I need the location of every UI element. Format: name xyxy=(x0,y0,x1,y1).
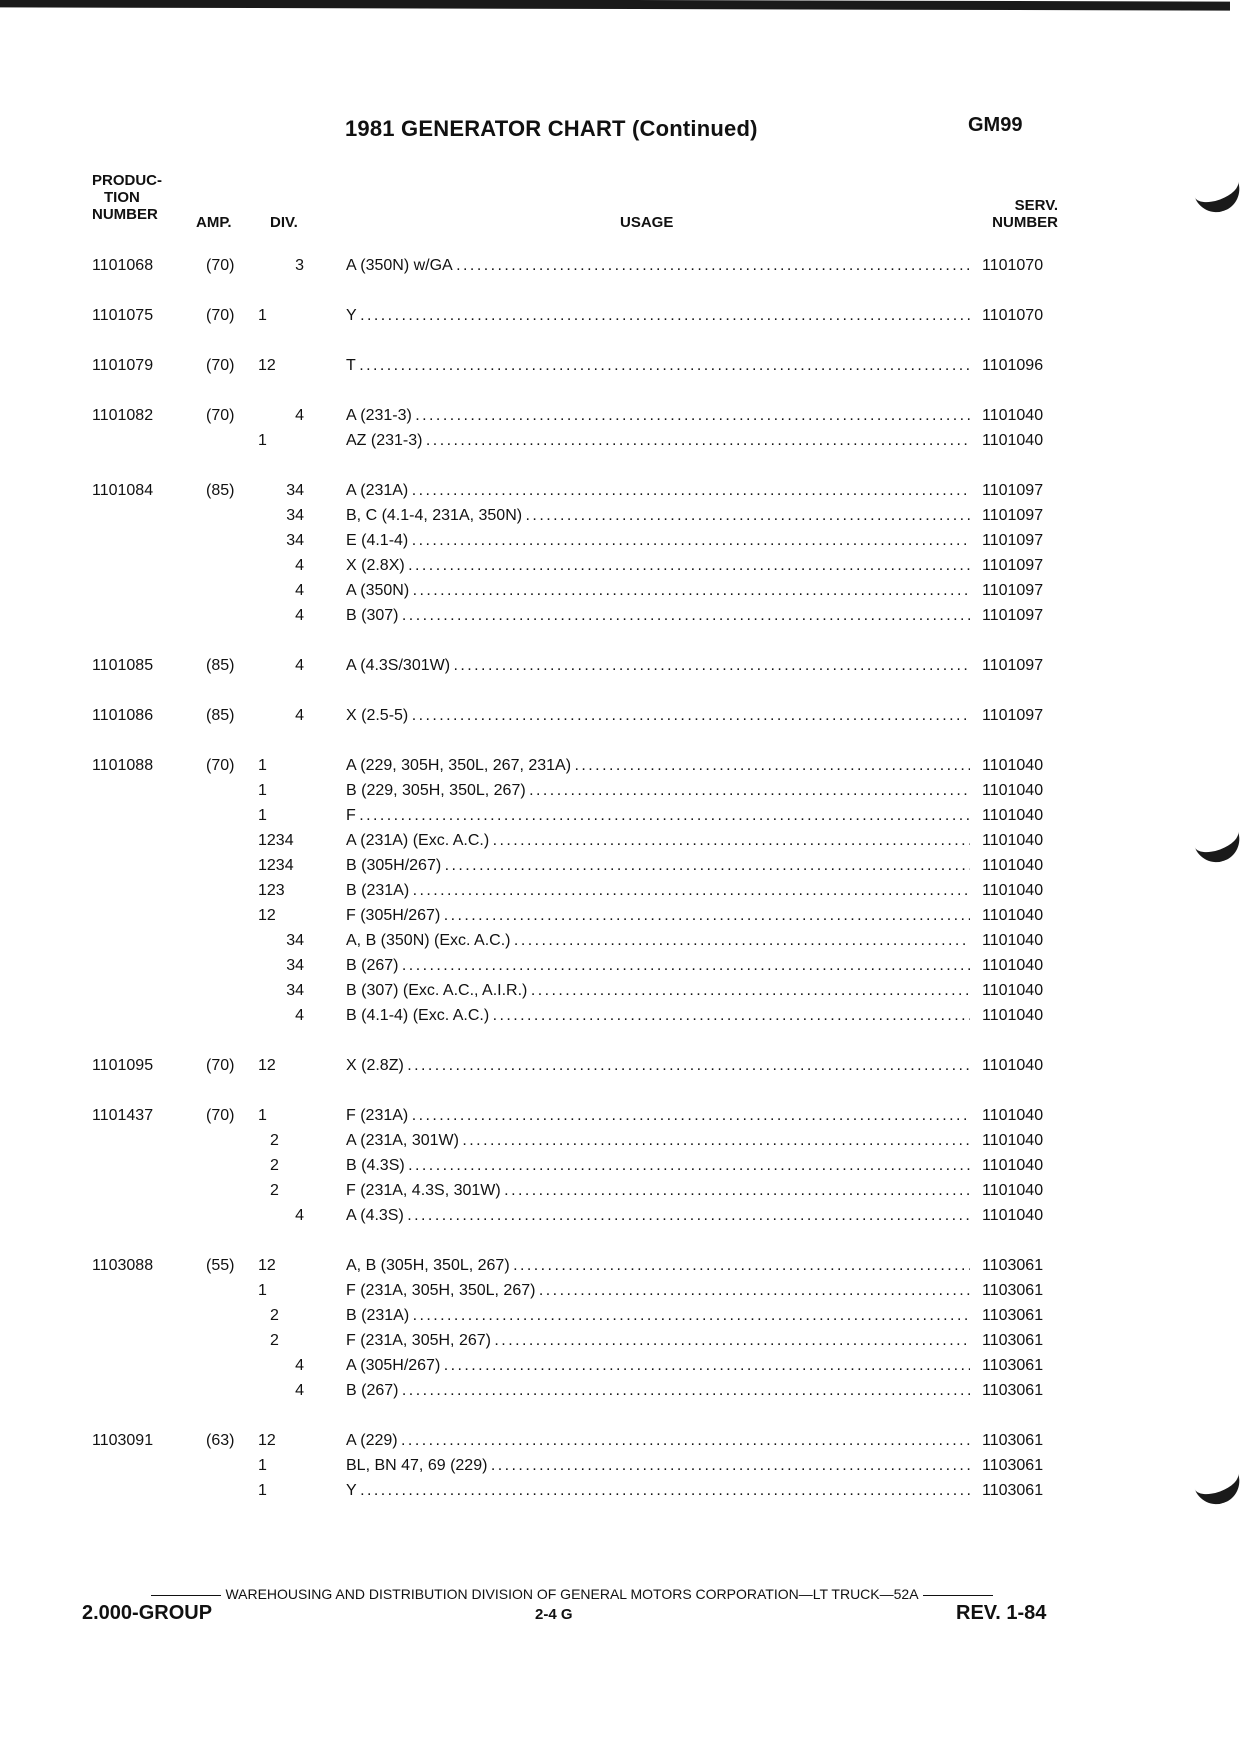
footer-division-text: WAREHOUSING AND DISTRIBUTION DIVISION OF GENERAL MOTORS CORPORATION—LT TRUCK—52A xyxy=(225,1586,919,1602)
serv-number: 1101040 xyxy=(982,1057,1044,1074)
footer-page-number: 2-4 G xyxy=(535,1606,573,1623)
table-row xyxy=(0,804,1260,828)
usage-text: F (231A, 305H, 350L, 267) . . . xyxy=(346,1279,970,1303)
serv-number: 1103061 xyxy=(982,1482,1044,1499)
div-value: 4 xyxy=(295,1382,304,1399)
amp-value: (70) xyxy=(206,407,235,424)
div-value: 34 xyxy=(286,957,304,974)
amp-value: (70) xyxy=(206,1107,235,1124)
usage-text: A (350N) . . . xyxy=(346,579,970,603)
column-header-line: NUMBER xyxy=(92,206,158,223)
footer-group: 2.000-GROUP xyxy=(82,1602,213,1624)
div-value: 4 xyxy=(295,1207,304,1224)
div-value: 1 xyxy=(258,782,267,799)
amp-value: (70) xyxy=(206,1057,235,1074)
production-number: 1101082 xyxy=(92,407,154,424)
div-value: 4 xyxy=(295,1007,304,1024)
div-value: 1 xyxy=(258,307,267,324)
usage-text: B, C (4.1-4, 231A, 350N) . . . xyxy=(346,504,970,528)
column-header-serv xyxy=(986,197,1058,231)
usage-text: F (231A, 4.3S, 301W) . . . xyxy=(346,1179,970,1203)
table-row xyxy=(0,354,1260,378)
serv-number: 1101097 xyxy=(982,532,1044,549)
div-value: 4 xyxy=(295,557,304,574)
usage-text: A (229) . . . xyxy=(346,1429,970,1453)
table-row xyxy=(0,504,1260,528)
table-row xyxy=(0,704,1260,728)
usage-text: B (307) . . . xyxy=(346,604,970,628)
div-value: 34 xyxy=(286,482,304,499)
div-value: 2 xyxy=(270,1307,279,1324)
div-value: 2 xyxy=(270,1332,279,1349)
usage-text: B (4.1-4) (Exc. A.C.) . . . xyxy=(346,1004,970,1028)
serv-number: 1101070 xyxy=(982,307,1044,324)
table-row xyxy=(0,754,1260,778)
div-value: 3 xyxy=(295,257,304,274)
serv-number: 1101097 xyxy=(982,557,1044,574)
div-value: 12 xyxy=(258,1057,276,1074)
serv-number: 1101040 xyxy=(982,1182,1044,1199)
div-value: 1234 xyxy=(258,832,294,849)
div-value: 123 xyxy=(258,882,285,899)
table-row xyxy=(0,979,1260,1003)
div-value: 1 xyxy=(258,432,267,449)
usage-text: F . . . xyxy=(346,804,970,828)
div-value: 34 xyxy=(286,982,304,999)
serv-number: 1103061 xyxy=(982,1457,1044,1474)
amp-value: (70) xyxy=(206,757,235,774)
div-value: 1 xyxy=(258,1282,267,1299)
serv-number: 1101040 xyxy=(982,432,1044,449)
table-row xyxy=(0,1004,1260,1028)
serv-number: 1101040 xyxy=(982,907,1044,924)
usage-text: B (307) (Exc. A.C., A.I.R.) . . . xyxy=(346,979,970,1003)
top-edge-bar xyxy=(0,0,1230,11)
production-number: 1101085 xyxy=(92,657,154,674)
serv-number: 1101040 xyxy=(982,807,1044,824)
table-row xyxy=(0,879,1260,903)
usage-text: B (267) . . . xyxy=(346,954,970,978)
usage-text: B (231A) . . . xyxy=(346,1304,970,1328)
table-row xyxy=(0,1279,1260,1303)
serv-number: 1103061 xyxy=(982,1257,1044,1274)
table-row xyxy=(0,1429,1260,1453)
table-row xyxy=(0,1479,1260,1503)
table-row xyxy=(0,404,1260,428)
table-row xyxy=(0,1154,1260,1178)
usage-text: A (229, 305H, 350L, 267, 231A) . . . xyxy=(346,754,970,778)
serv-number: 1103061 xyxy=(982,1332,1044,1349)
usage-text: X (2.8Z) . . . xyxy=(346,1054,970,1078)
usage-text: A (4.3S/301W) . . . xyxy=(346,654,970,678)
table-row xyxy=(0,654,1260,678)
usage-text: T . . . xyxy=(346,354,970,378)
serv-number: 1101040 xyxy=(982,1132,1044,1149)
production-number: 1101084 xyxy=(92,482,154,499)
amp-value: (55) xyxy=(206,1257,235,1274)
serv-number: 1101040 xyxy=(982,1157,1044,1174)
table-row xyxy=(0,479,1260,503)
div-value: 2 xyxy=(270,1182,279,1199)
serv-number: 1101040 xyxy=(982,407,1044,424)
table-row xyxy=(0,604,1260,628)
production-number: 1103088 xyxy=(92,1257,154,1274)
table-row xyxy=(0,904,1260,928)
column-header-div: DIV. xyxy=(270,214,298,231)
serv-number: 1101097 xyxy=(982,482,1044,499)
usage-text: A (350N) w/GA . . . xyxy=(346,254,970,278)
table-row xyxy=(0,1254,1260,1278)
serv-number: 1101070 xyxy=(982,257,1044,274)
table-row xyxy=(0,1129,1260,1153)
production-number: 1101079 xyxy=(92,357,154,374)
column-header-line: TION xyxy=(104,189,140,206)
amp-value: (85) xyxy=(206,482,235,499)
serv-number: 1101096 xyxy=(982,357,1044,374)
table-row xyxy=(0,929,1260,953)
usage-text: A (231-3) . . . xyxy=(346,404,970,428)
usage-text: E (4.1-4) . . . xyxy=(346,529,970,553)
binder-hole-mark xyxy=(1188,163,1246,218)
table-row xyxy=(0,954,1260,978)
serv-number: 1101040 xyxy=(982,832,1044,849)
div-value: 1234 xyxy=(258,857,294,874)
page-code: GM99 xyxy=(968,114,1023,136)
usage-text: F (231A) . . . xyxy=(346,1104,970,1128)
column-header-production xyxy=(92,172,162,223)
serv-number: 1101040 xyxy=(982,857,1044,874)
usage-text: B (305H/267) . . . xyxy=(346,854,970,878)
div-value: 2 xyxy=(270,1157,279,1174)
production-number: 1101086 xyxy=(92,707,154,724)
footer-division-line xyxy=(92,1586,1052,1602)
column-header-line: NUMBER xyxy=(992,214,1058,231)
usage-text: A (305H/267) . . . xyxy=(346,1354,970,1378)
amp-value: (85) xyxy=(206,707,235,724)
usage-text: B (4.3S) . . . xyxy=(346,1154,970,1178)
serv-number: 1101097 xyxy=(982,607,1044,624)
table-row xyxy=(0,304,1260,328)
amp-value: (70) xyxy=(206,307,235,324)
div-value: 4 xyxy=(295,1357,304,1374)
table-row xyxy=(0,779,1260,803)
usage-text: BL, BN 47, 69 (229) . . . xyxy=(346,1454,970,1478)
table-row xyxy=(0,1179,1260,1203)
usage-text: F (231A, 305H, 267) . . . xyxy=(346,1329,970,1353)
usage-text: F (305H/267) . . . xyxy=(346,904,970,928)
production-number: 1101095 xyxy=(92,1057,154,1074)
column-header-line: PRODUC- xyxy=(92,172,162,189)
serv-number: 1101040 xyxy=(982,1007,1044,1024)
div-value: 4 xyxy=(295,582,304,599)
production-number: 1101088 xyxy=(92,757,154,774)
serv-number: 1101040 xyxy=(982,982,1044,999)
div-value: 12 xyxy=(258,907,276,924)
serv-number: 1101040 xyxy=(982,957,1044,974)
div-value: 12 xyxy=(258,357,276,374)
usage-text: Y . . . xyxy=(346,304,970,328)
usage-text: A, B (305H, 350L, 267) . . . xyxy=(346,1254,970,1278)
table-row xyxy=(0,1304,1260,1328)
production-number: 1103091 xyxy=(92,1432,154,1449)
table-row xyxy=(0,1454,1260,1478)
serv-number: 1101040 xyxy=(982,782,1044,799)
production-number: 1101437 xyxy=(92,1107,154,1124)
page-title: 1981 GENERATOR CHART (Continued) xyxy=(345,116,758,141)
table-row xyxy=(0,1054,1260,1078)
usage-text: X (2.5-5) . . . xyxy=(346,704,970,728)
production-number: 1101068 xyxy=(92,257,154,274)
footer-rule xyxy=(923,1595,993,1596)
footer-rule xyxy=(151,1595,221,1596)
column-header-amp: AMP. xyxy=(196,214,232,231)
serv-number: 1103061 xyxy=(982,1282,1044,1299)
serv-number: 1101040 xyxy=(982,932,1044,949)
usage-text: B (231A) . . . xyxy=(346,879,970,903)
serv-number: 1101097 xyxy=(982,707,1044,724)
amp-value: (63) xyxy=(206,1432,235,1449)
table-row xyxy=(0,1379,1260,1403)
div-value: 4 xyxy=(295,407,304,424)
div-value: 1 xyxy=(258,1457,267,1474)
usage-text: B (229, 305H, 350L, 267) . . . xyxy=(346,779,970,803)
div-value: 1 xyxy=(258,1482,267,1499)
column-header-line: SERV. xyxy=(1014,197,1058,214)
div-value: 4 xyxy=(295,607,304,624)
table-row xyxy=(0,254,1260,278)
serv-number: 1101097 xyxy=(982,582,1044,599)
table-row xyxy=(0,1104,1260,1128)
div-value: 4 xyxy=(295,707,304,724)
table-row xyxy=(0,1204,1260,1228)
div-value: 2 xyxy=(270,1132,279,1149)
serv-number: 1101097 xyxy=(982,657,1044,674)
div-value: 1 xyxy=(258,807,267,824)
amp-value: (70) xyxy=(206,357,235,374)
div-value: 1 xyxy=(258,1107,267,1124)
div-value: 1 xyxy=(258,757,267,774)
usage-text: AZ (231-3) . . . xyxy=(346,429,970,453)
column-header-usage: USAGE xyxy=(620,214,674,231)
table-row xyxy=(0,829,1260,853)
table-row xyxy=(0,1329,1260,1353)
amp-value: (85) xyxy=(206,657,235,674)
usage-text: B (267) . . . xyxy=(346,1379,970,1403)
usage-text: A, B (350N) (Exc. A.C.) . . . xyxy=(346,929,970,953)
serv-number: 1103061 xyxy=(982,1432,1044,1449)
serv-number: 1101040 xyxy=(982,757,1044,774)
div-value: 12 xyxy=(258,1432,276,1449)
table-row xyxy=(0,1354,1260,1378)
table-row xyxy=(0,579,1260,603)
serv-number: 1101040 xyxy=(982,882,1044,899)
table-row xyxy=(0,854,1260,878)
usage-text: A (231A) (Exc. A.C.) . . . xyxy=(346,829,970,853)
div-value: 4 xyxy=(295,657,304,674)
table-row xyxy=(0,429,1260,453)
div-value: 34 xyxy=(286,507,304,524)
table-row xyxy=(0,529,1260,553)
footer-revision: REV. 1-84 xyxy=(956,1602,1047,1624)
amp-value: (70) xyxy=(206,257,235,274)
div-value: 34 xyxy=(286,532,304,549)
serv-number: 1103061 xyxy=(982,1307,1044,1324)
production-number: 1101075 xyxy=(92,307,154,324)
serv-number: 1101040 xyxy=(982,1107,1044,1124)
usage-text: A (4.3S) . . . xyxy=(346,1204,970,1228)
table-row xyxy=(0,554,1260,578)
usage-text: X (2.8X) . . . xyxy=(346,554,970,578)
serv-number: 1101040 xyxy=(982,1207,1044,1224)
usage-text: A (231A, 301W) . . . xyxy=(346,1129,970,1153)
serv-number: 1101097 xyxy=(982,507,1044,524)
serv-number: 1103061 xyxy=(982,1382,1044,1399)
div-value: 34 xyxy=(286,932,304,949)
usage-text: Y . . . xyxy=(346,1479,970,1503)
serv-number: 1103061 xyxy=(982,1357,1044,1374)
usage-text: A (231A) . . . xyxy=(346,479,970,503)
div-value: 12 xyxy=(258,1257,276,1274)
